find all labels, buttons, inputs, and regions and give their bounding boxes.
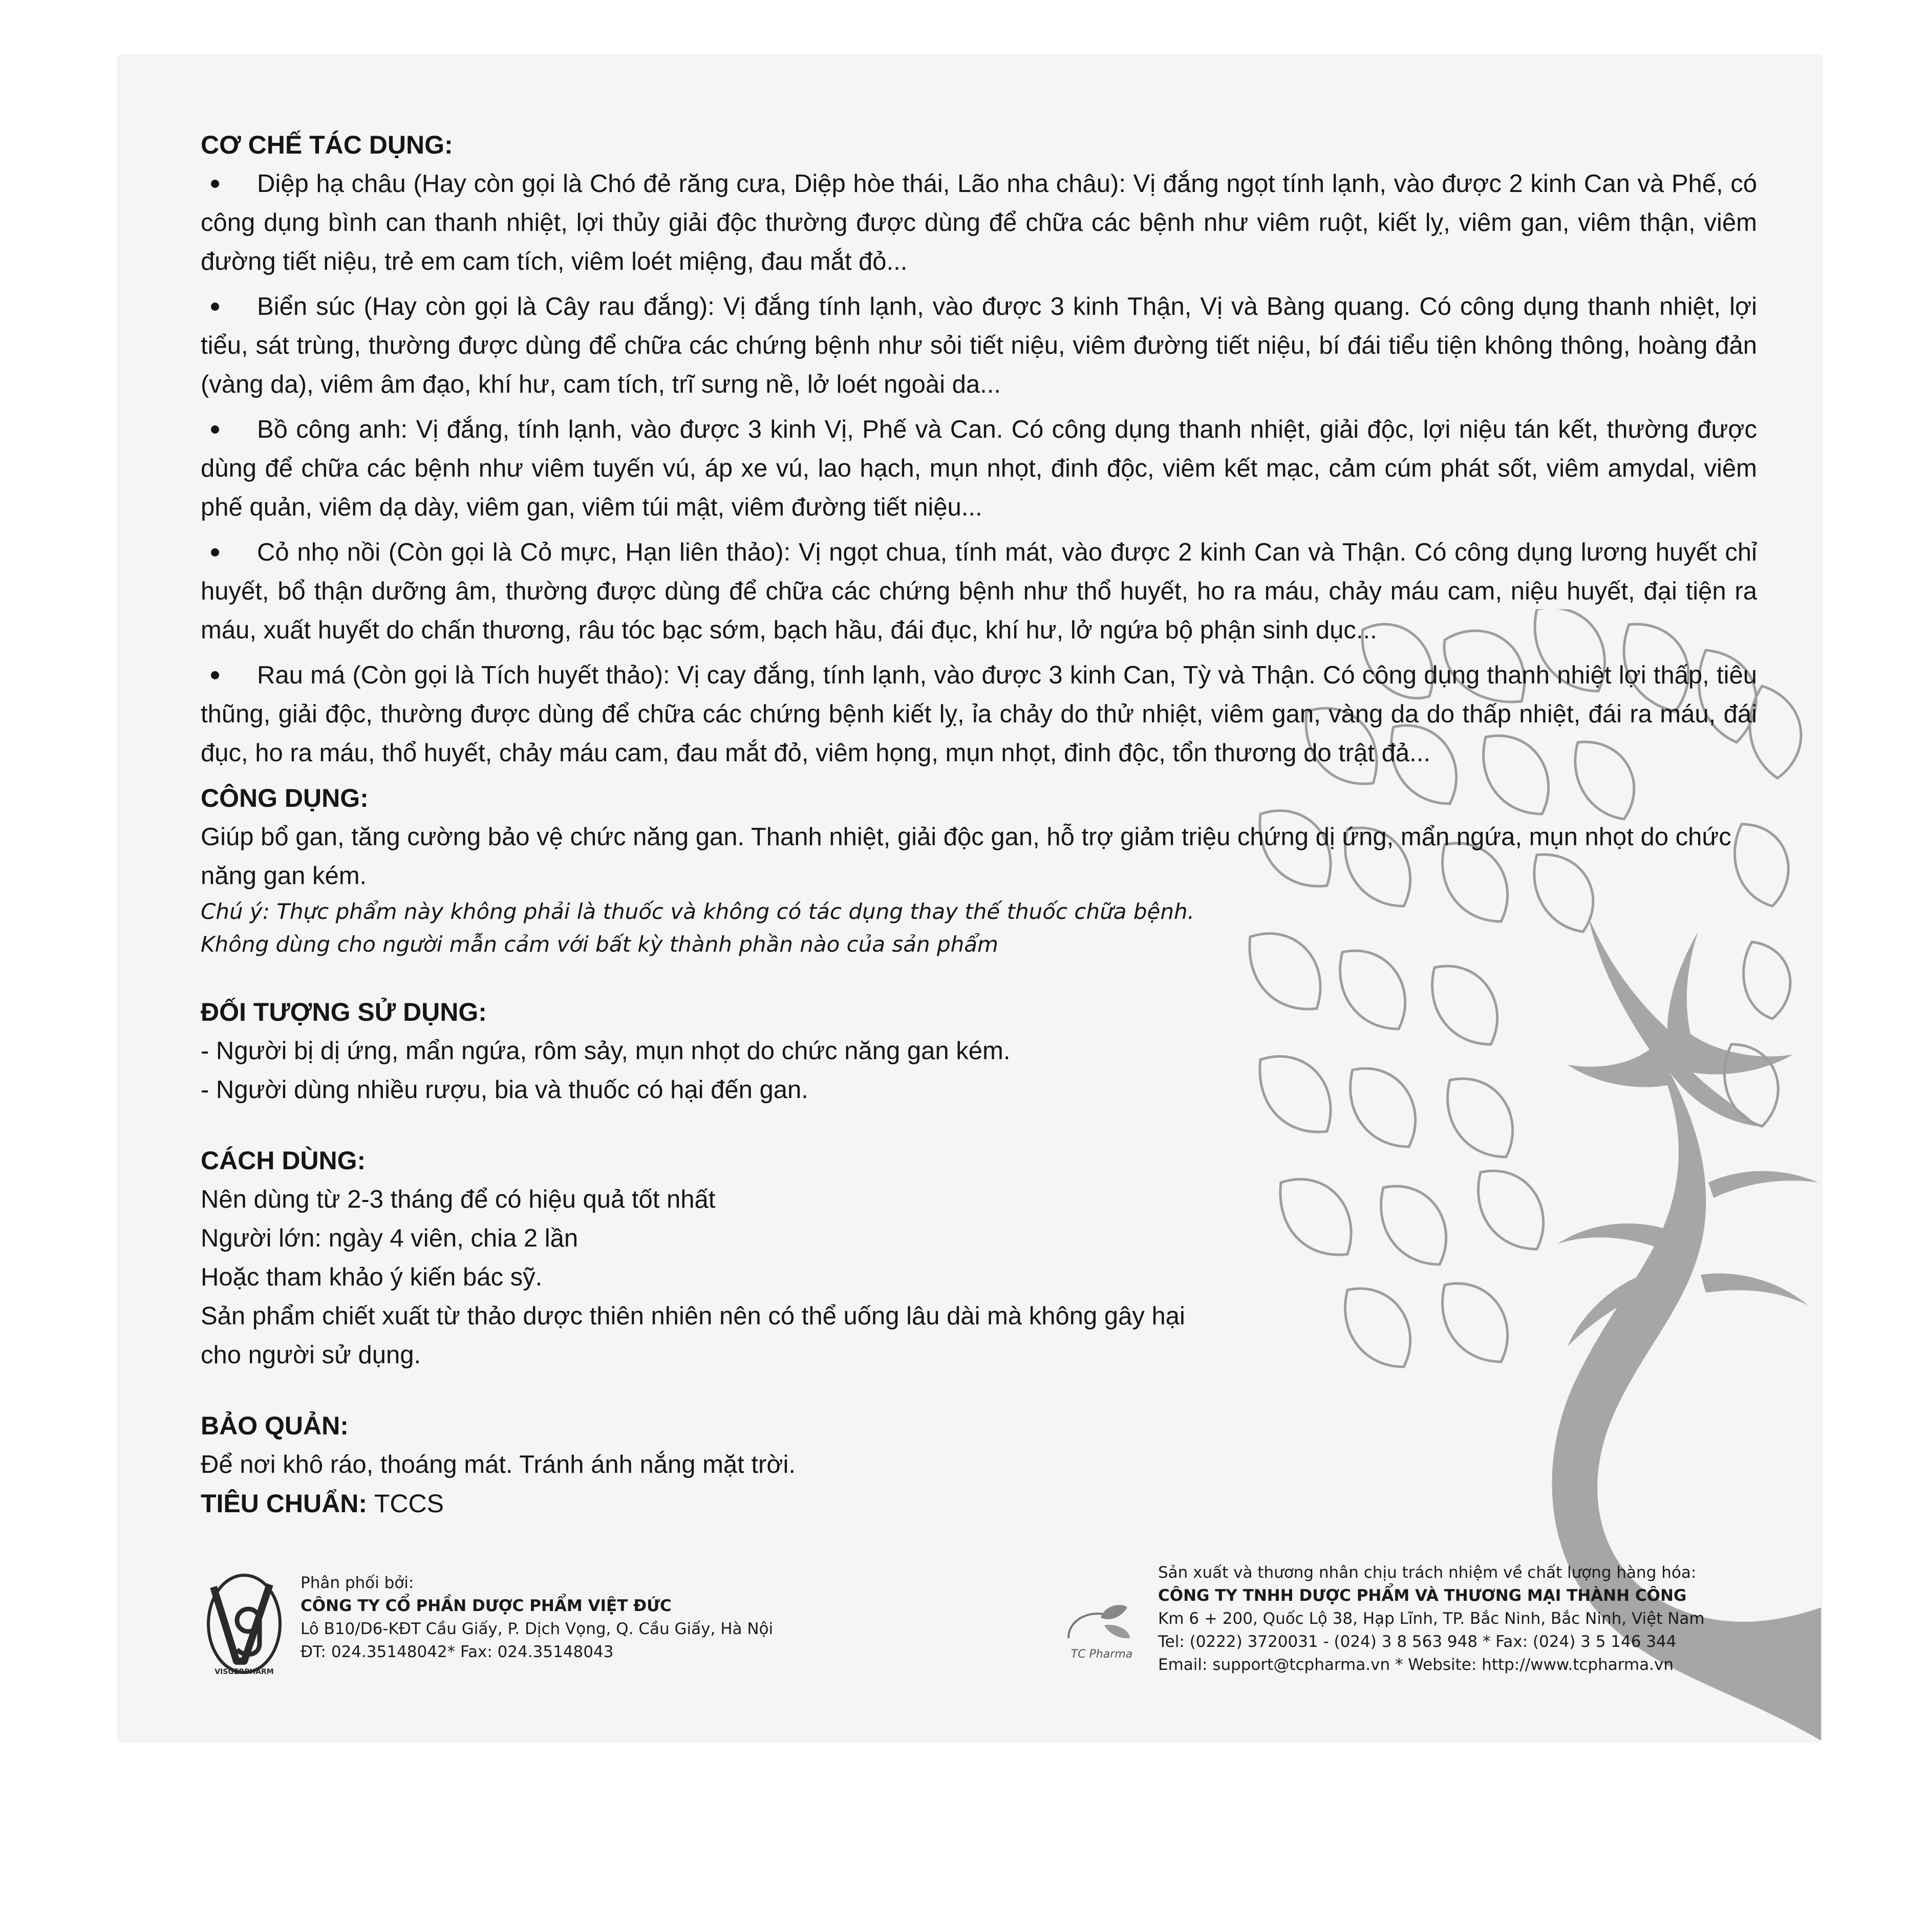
usage-heading: CÁCH DÙNG: (201, 1146, 366, 1175)
leaflet-page (119, 56, 1821, 1741)
spacer (201, 961, 1757, 993)
uses-note-2: Không dùng cho người mẫn cảm với bất kỳ thành phần nào của sản phẩm (201, 932, 998, 957)
storage-heading: BẢO QUẢN: (201, 1411, 349, 1440)
list-item: Cỏ nhọ nồi (Còn gọi là Cỏ mực, Hạn liên thảo): Vị ngọt chua, tính mát, vào được 2 kinh Can và Thận. Có công dụng lương huyết chỉ huyết, bổ thận dưỡng âm, thường được dùng để chữa các chứng bệnh như thổ huyết, ho ra máu, chảy máu cam, niệu huyết, đại tiện ra máu, xuất huyết do chấn thương, râu tóc bạc sớm, bạch hầu, đái đục, khí hư, lở ngứa bộ phận sinh dục... (201, 533, 1757, 650)
list-item: Rau má (Còn gọi là Tích huyết thảo): Vị cay đắng, tính lạnh, vào được 3 kinh Can, Tỳ và Thận. Có công dụng thanh nhiệt lợi thấp, tiêu thũng, giải độc, thường được dùng để chữa các chứng bệnh kiết lỵ, ỉa chảy do thử nhiệt, viêm gan, vàng da do thấp nhiệt, đái ra máu, đái đục, ho ra máu, thổ huyết, chảy máu cam, đau mắt đỏ, viêm họng, mụn nhọt, đinh độc, tổn thương do trật đả... (201, 656, 1757, 772)
distributor-block (301, 1572, 773, 1664)
target-users-heading: ĐỐI TƯỢNG SỬ DỤNG: (201, 998, 487, 1026)
manufacturer-name: CÔNG TY TNHH DƯỢC PHẨM VÀ THƯƠNG MẠI THÀNH CÔNG (1158, 1586, 1687, 1605)
ingredient-list (201, 164, 1757, 772)
uses-text: Giúp bổ gan, tăng cường bảo vệ chức năng gan. Thanh nhiệt, giải độc gan, hỗ trợ giảm triệu chứng dị ứng, mẩn ngứa, mụn nhọt do chức năng gan kém. (201, 823, 1731, 890)
spacer (201, 1375, 1757, 1406)
distributor-label: Phân phối bởi: (301, 1574, 414, 1592)
uses-heading: CÔNG DỤNG: (201, 784, 369, 812)
usage-line: Sản phẩm chiết xuất từ thảo dược thiên nhiên nên có thể uống lâu dài mà không gây hại (201, 1302, 1185, 1330)
uses-section (201, 779, 1757, 961)
distributor-address: Lô B10/D6-KĐT Cầu Giấy, P. Dịch Vọng, Q. Cầu Giấy, Hà Nội (301, 1620, 774, 1638)
usage-line: Người lớn: ngày 4 viên, chia 2 lần (201, 1225, 579, 1252)
manufacturer-label: Sản xuất và thương nhân chịu trách nhiệm về chất lượng hàng hóa: (1158, 1563, 1697, 1582)
standard-line (201, 1484, 1757, 1523)
storage-text: Để nơi khô ráo, thoáng mát. Tránh ánh nắng mặt trời. (201, 1451, 796, 1478)
usage-line: Hoặc tham khảo ý kiến bác sỹ. (201, 1263, 543, 1291)
usage-line: Nên dùng từ 2-3 tháng để có hiệu quả tốt nhất (201, 1186, 716, 1213)
target-user-line: - Người bị dị ứng, mẩn ngứa, rôm sảy, mụn nhọt do chức năng gan kém. (201, 1037, 1011, 1065)
mechanism-section (201, 125, 1757, 772)
tc-pharma-logo-icon (1056, 1602, 1148, 1664)
visgerpharm-logo-icon (203, 1572, 285, 1677)
manufacturer-contact: Tel: (0222) 3720031 - (024) 3 8 563 948 * Fax: (024) 3 5 146 344 (1158, 1633, 1677, 1651)
list-item: Biển súc (Hay còn gọi là Cây rau đắng): Vị đắng tính lạnh, vào được 3 kinh Thận, Vị và Bàng quang. Có công dụng thanh nhiệt, lợi tiểu, sát trùng, thường được dùng để chữa các chứng bệnh như sỏi tiết niệu, viêm đường tiết niệu, bí đái tiểu tiện không thông, hoàng đản (vàng da), viêm âm đạo, khí hư, cam tích, trĩ sưng nề, lở loét ngoài da... (201, 287, 1757, 404)
standard-value: TCCS (374, 1489, 444, 1518)
manufacturer-web: Email: support@tcpharma.vn * Website: http://www.tcpharma.vn (1158, 1656, 1674, 1674)
standard-label: TIÊU CHUẨN: (201, 1489, 367, 1518)
manufacturer-logo-text: TC Pharma (1070, 1648, 1133, 1661)
usage-section (201, 1141, 1757, 1375)
uses-note-1: Chú ý: Thực phẩm này không phải là thuốc và không có tác dụng thay thế thuốc chữa bệnh. (201, 899, 1194, 924)
storage-section (201, 1406, 1757, 1523)
footer (203, 1561, 1739, 1715)
leaflet-content (201, 125, 1757, 1523)
list-item: Bồ công anh: Vị đắng, tính lạnh, vào được 3 kinh Vị, Phế và Can. Có công dụng thanh nhiệt, giải độc, lợi niệu tán kết, thường được dùng để chữa các bệnh như viêm tuyến vú, áp xe vú, lao hạch, mụn nhọt, đinh độc, viêm kết mạc, cảm cúm phát sốt, viêm amydal, viêm phế quản, viêm dạ dày, viêm gan, viêm túi mật, viêm đường tiết niệu... (201, 410, 1757, 527)
manufacturer-address: Km 6 + 200, Quốc Lộ 38, Hạp Lĩnh, TP. Bắc Ninh, Bắc Ninh, Việt Nam (1158, 1609, 1705, 1628)
manufacturer-block (1158, 1561, 1705, 1677)
distributor-logo-text: VISGERPHARM (215, 1668, 274, 1676)
target-user-line: - Người dùng nhiều rượu, bia và thuốc có hại đến gan. (201, 1076, 808, 1104)
spacer (201, 1109, 1757, 1141)
distributor-name: CÔNG TY CỔ PHẦN DƯỢC PHẨM VIỆT ĐỨC (301, 1597, 672, 1615)
list-item: Diệp hạ châu (Hay còn gọi là Chó đẻ răng cưa, Diệp hòe thái, Lão nha châu): Vị đắng ngọt tính lạnh, vào được 2 kinh Can và Phế, có công dụng bình can thanh nhiệt, lợi thủy giải độc thường được dùng để chữa các bệnh như viêm ruột, kiết lỵ, viêm gan, viêm thận, viêm đường tiết niệu, trẻ em cam tích, viêm loét miệng, đau mắt đỏ... (201, 164, 1757, 281)
distributor-contact: ĐT: 024.35148042* Fax: 024.35148043 (301, 1643, 614, 1661)
target-users-section (201, 993, 1757, 1109)
usage-line: cho người sử dụng. (201, 1341, 421, 1369)
mechanism-heading: CƠ CHẾ TÁC DỤNG: (201, 131, 453, 159)
